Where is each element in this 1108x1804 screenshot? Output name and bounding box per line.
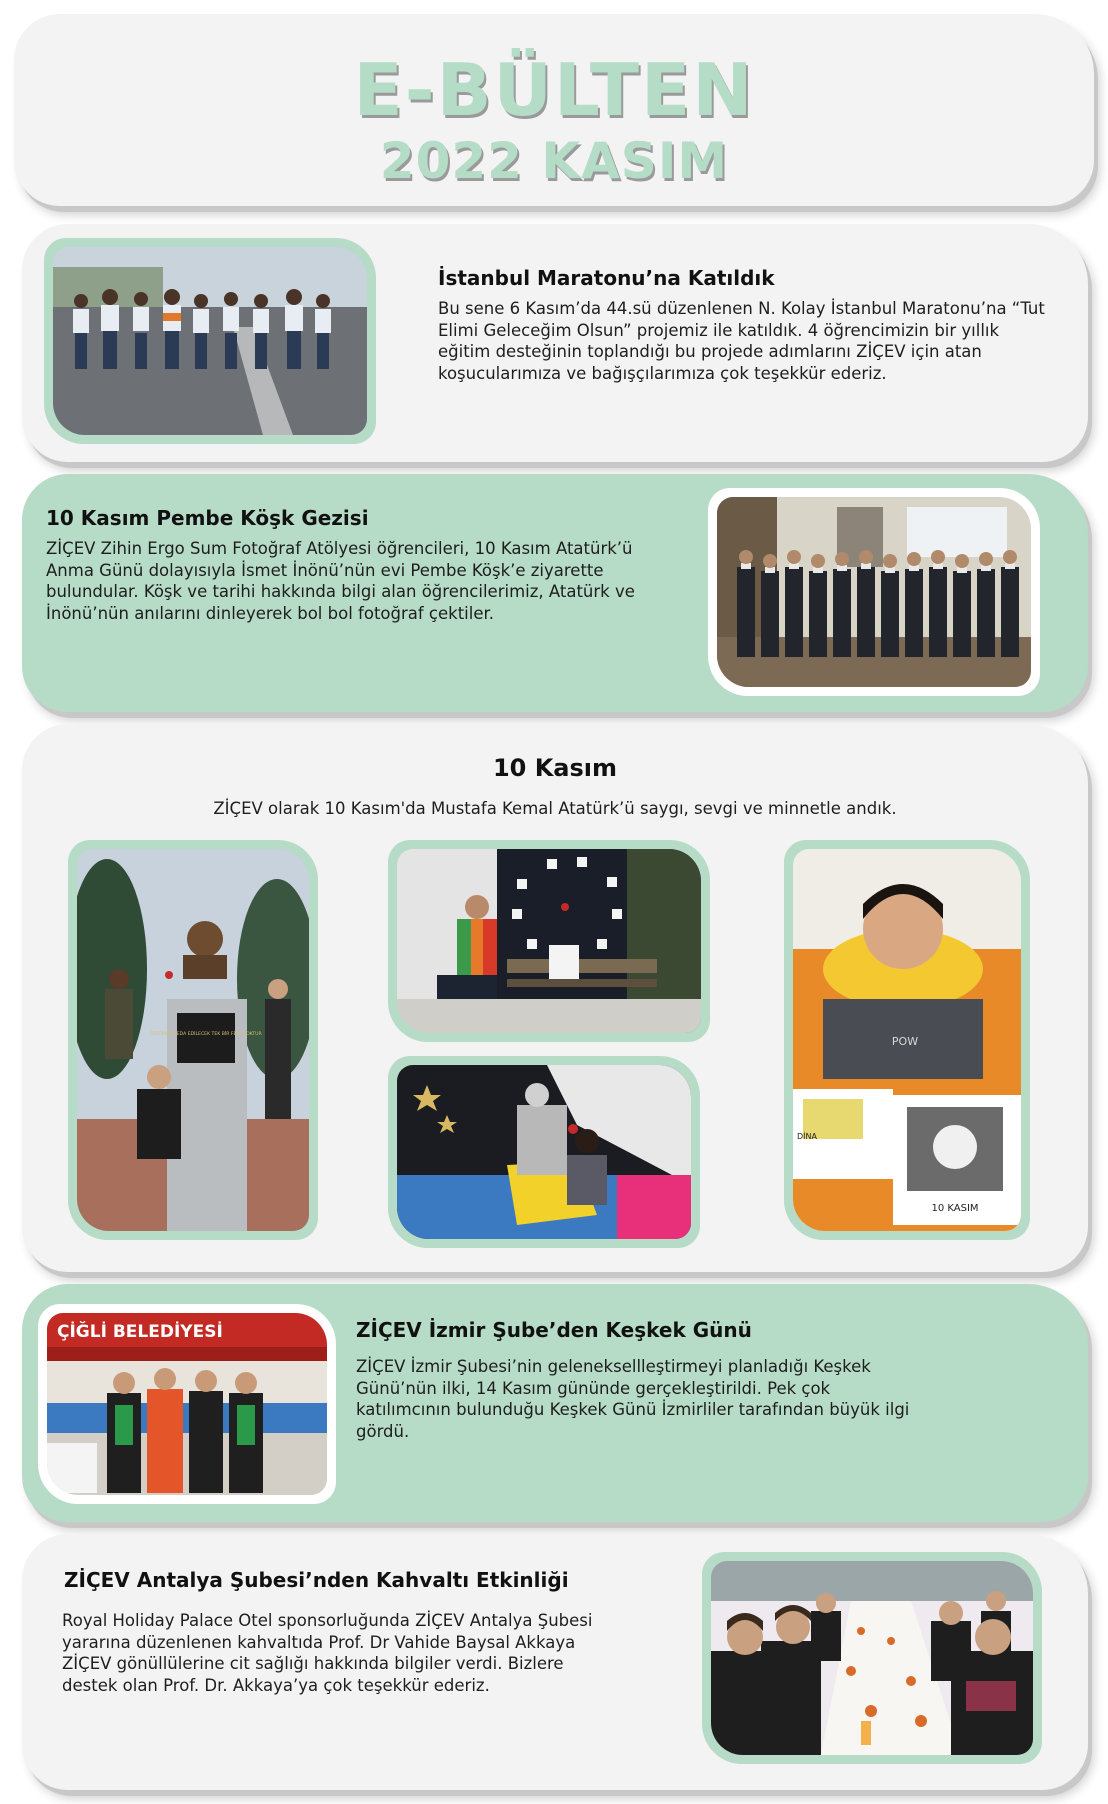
keskek-photo[interactable] bbox=[47, 1313, 327, 1495]
pembe-kosk-photo[interactable] bbox=[717, 497, 1031, 687]
kahvalti-photo[interactable] bbox=[711, 1561, 1033, 1755]
marathon-text: Bu sene 6 Kasım’da 44.sü düzenlenen N. Kolay İstanbul Maratonu’na “Tut Elimi Geleceğim Olsun” projemiz ile katıldık. 4 öğrencimizin bir yıllık eğitim desteğinin toplandığı bu projede adımlarını ZİÇEV için atan koşucularımıza ve bağışçılarımıza çok teşekkür ederiz. bbox=[438, 299, 1045, 383]
pembe-kosk-text: ZİÇEV Zihin Ergo Sum Fotoğraf Atölyesi öğrencileri, 10 Kasım Atatürk’ü Anma Günü dolayısıyla İsmet İnönü’nün evi Pembe Köşk’e ziyarette bulundular. Köşk ve tarihi hakkında bilgi alan öğrencilerimiz, Atatürk ve İnönü’nün anılarını dinleyerek bol bol fotoğraf çektiler. bbox=[46, 539, 635, 623]
marathon-photo[interactable] bbox=[53, 247, 367, 435]
keskek-title: ZİÇEV İzmir Şube’den Keşkek Günü bbox=[356, 1318, 752, 1342]
header-card bbox=[14, 14, 1094, 206]
shirt-text: POW bbox=[891, 1035, 919, 1048]
ten-kasim-section bbox=[22, 724, 1088, 1272]
tent-banner-text: ÇİĞLİ BELEDİYESİ bbox=[57, 1322, 223, 1342]
rose-photo-frame bbox=[388, 1056, 700, 1248]
kahvalti-title: ZİÇEV Antalya Şubesi’nden Kahvaltı Etkinliği bbox=[64, 1568, 569, 1592]
child-photo[interactable] bbox=[793, 849, 1021, 1231]
ten-kasim-title: 10 Kasım bbox=[492, 754, 618, 782]
pembe-kosk-section bbox=[22, 474, 1088, 712]
ten-kasim-text: ZİÇEV olarak 10 Kasım'da Mustafa Kemal Atatürk’ü saygı, sevgi ve minnetle andık. bbox=[213, 799, 897, 818]
marathon-section bbox=[22, 224, 1088, 462]
keskek-text: ZİÇEV İzmir Şubesi’nin geleneksellleştirmeyi planladığı Keşkek Günü’nün ilki, 14 Kasım gününde gerçekleştirildi. Pek çok katılımcının bulunduğu Keşkek Günü İzmirliler tarafından büyük ilgi gördü. bbox=[356, 1357, 910, 1441]
marathon-photo-frame bbox=[44, 238, 376, 444]
bench-photo-frame bbox=[388, 840, 710, 1042]
drawing-name-text: DİNA bbox=[797, 1132, 817, 1141]
kahvalti-text: Royal Holiday Palace Otel sponsorluğunda ZİÇEV Antalya Şubesi yararına düzenlenen kahvaltıda Prof. Dr Vahide Baysal Akkaya ZİÇEV gönüllülerine cit sağlığı hakkında bilgiler verdi. Bizlere destek olan Prof. Dr. Akkaya’ya çok teşekkür ederiz. bbox=[62, 1611, 593, 1695]
kahvalti-photo-frame bbox=[702, 1552, 1042, 1764]
ataturk-bust-photo[interactable] bbox=[77, 849, 309, 1231]
bulletin-subtitle: 2022 KASIM bbox=[379, 132, 729, 190]
child-photo-frame bbox=[784, 840, 1030, 1240]
drawing-label-text: 10 KASIM bbox=[931, 1203, 979, 1214]
marathon-title: İstanbul Maratonu’na Katıldık bbox=[438, 266, 775, 290]
kahvalti-section bbox=[22, 1534, 1088, 1790]
keskek-photo-frame bbox=[38, 1304, 336, 1504]
rose-photo[interactable] bbox=[397, 1065, 691, 1239]
bulletin-title: E-BÜLTEN bbox=[353, 48, 755, 132]
plaque-text: EĞİTİMDE FEDA EDİLECEK TEK BİR FERT YOKTUR bbox=[150, 1032, 262, 1037]
pembe-kosk-photo-frame bbox=[708, 488, 1040, 696]
ataturk-bust-photo-frame bbox=[68, 840, 318, 1240]
keskek-section bbox=[22, 1284, 1088, 1522]
pembe-kosk-title: 10 Kasım Pembe Köşk Gezisi bbox=[46, 506, 369, 530]
bench-photo[interactable] bbox=[397, 849, 701, 1033]
